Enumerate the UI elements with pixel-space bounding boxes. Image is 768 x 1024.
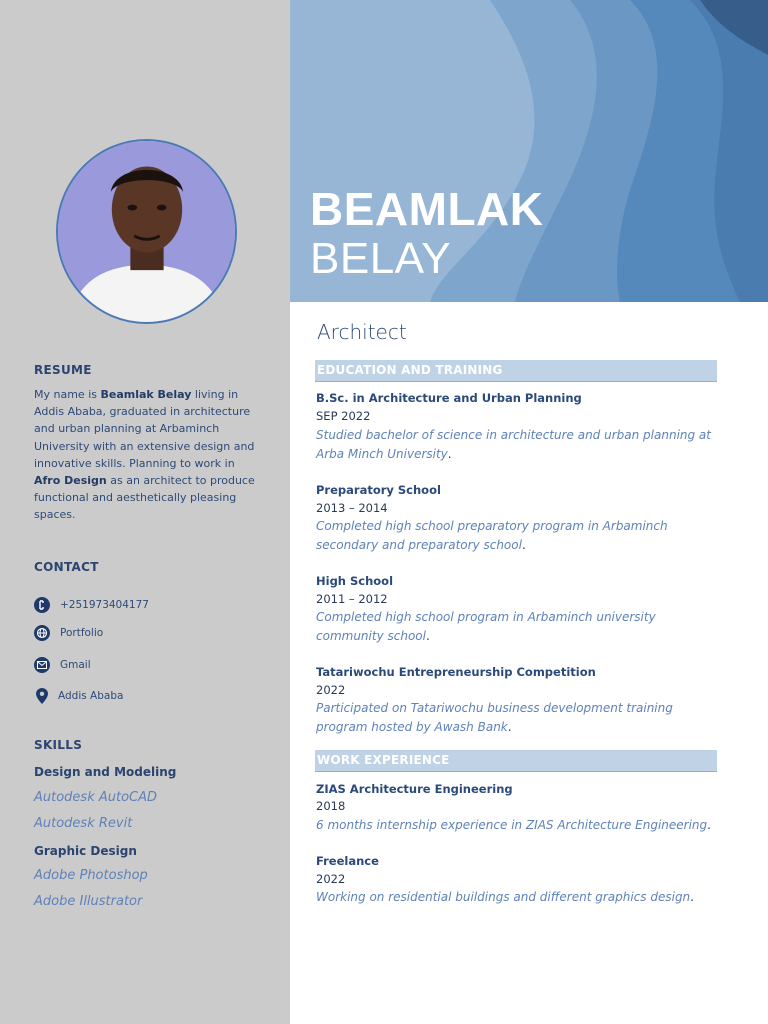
resume-summary: My name is Beamlak Belay living in Addis Ababa, graduated in architecture and urban planning at Arbaminch University with an extensive design and innovative skills. Planning to work in Afro Design as an architect to produce functional and aesthetically pleasing spaces. [34, 388, 255, 522]
resume-heading: RESUME [34, 363, 92, 377]
entry-title: Tatariwochu Entrepreneurship Competition [316, 665, 596, 679]
entry-title: ZIAS Architecture Engineering [316, 782, 513, 796]
contact-email[interactable] [34, 656, 91, 674]
skills-heading: SKILLS [34, 738, 83, 752]
education-heading: EDUCATION AND TRAINING [317, 363, 503, 377]
entry-title: High School [316, 574, 394, 588]
skill-category: Design and Modeling [34, 765, 177, 779]
location-pin-icon [34, 688, 50, 704]
contact-phone[interactable] [34, 596, 149, 614]
entry-description: Working on residential buildings and different graphics design. [316, 890, 694, 904]
entry-date: SEP 2022 [316, 409, 371, 423]
contact-location [34, 687, 123, 705]
work-heading-bar [315, 750, 717, 772]
entry-date: 2013 – 2014 [316, 501, 388, 515]
entry-title: B.Sc. in Architecture and Urban Planning [316, 391, 582, 405]
work-heading: WORK EXPERIENCE [317, 753, 450, 767]
last-name: BELAY [310, 234, 452, 283]
contact-email-text: Gmail [60, 659, 91, 671]
profile-photo [56, 139, 237, 324]
contact-heading: CONTACT [34, 560, 99, 574]
header-banner [290, 0, 768, 302]
mail-icon [34, 657, 50, 673]
skill-item: Adobe Illustrator [34, 894, 143, 909]
profile-photo-image [58, 141, 235, 322]
skill-item: Adobe Photoshop [34, 868, 148, 883]
first-name: BEAMLAK [310, 183, 544, 235]
entry-description: 6 months internship experience in ZIAS Architecture Engineering. [316, 818, 711, 832]
contact-portfolio-text: Portfolio [60, 627, 104, 639]
phone-icon [34, 597, 50, 613]
entry-date: 2022 [316, 872, 346, 886]
skill-item: Autodesk AutoCAD [34, 790, 158, 805]
globe-icon [34, 625, 50, 641]
skill-category: Graphic Design [34, 844, 137, 858]
contact-portfolio[interactable] [34, 624, 103, 642]
entry-date: 2011 – 2012 [316, 592, 388, 606]
contact-phone-text: +251973404177 [60, 599, 149, 611]
education-heading-bar [315, 360, 717, 382]
sidebar [0, 0, 290, 1024]
entry-date: 2018 [316, 799, 346, 813]
entry-description: Studied bachelor of science in architecture and urban planning at Arba Minch University. [316, 428, 711, 461]
skill-item: Autodesk Revit [34, 816, 133, 831]
entry-title: Preparatory School [316, 483, 441, 497]
entry-title: Freelance [316, 854, 379, 868]
entry-date: 2022 [316, 683, 346, 697]
entry-description: Completed high school preparatory program in Arbaminch secondary and preparatory school. [316, 519, 668, 552]
entry-description: Participated on Tatariwochu business development training program hosted by Awash Bank. [316, 701, 673, 734]
entry-description: Completed high school program in Arbaminch university community school. [316, 610, 656, 643]
job-title: Architect [317, 320, 407, 344]
contact-location-text: Addis Ababa [58, 690, 124, 702]
